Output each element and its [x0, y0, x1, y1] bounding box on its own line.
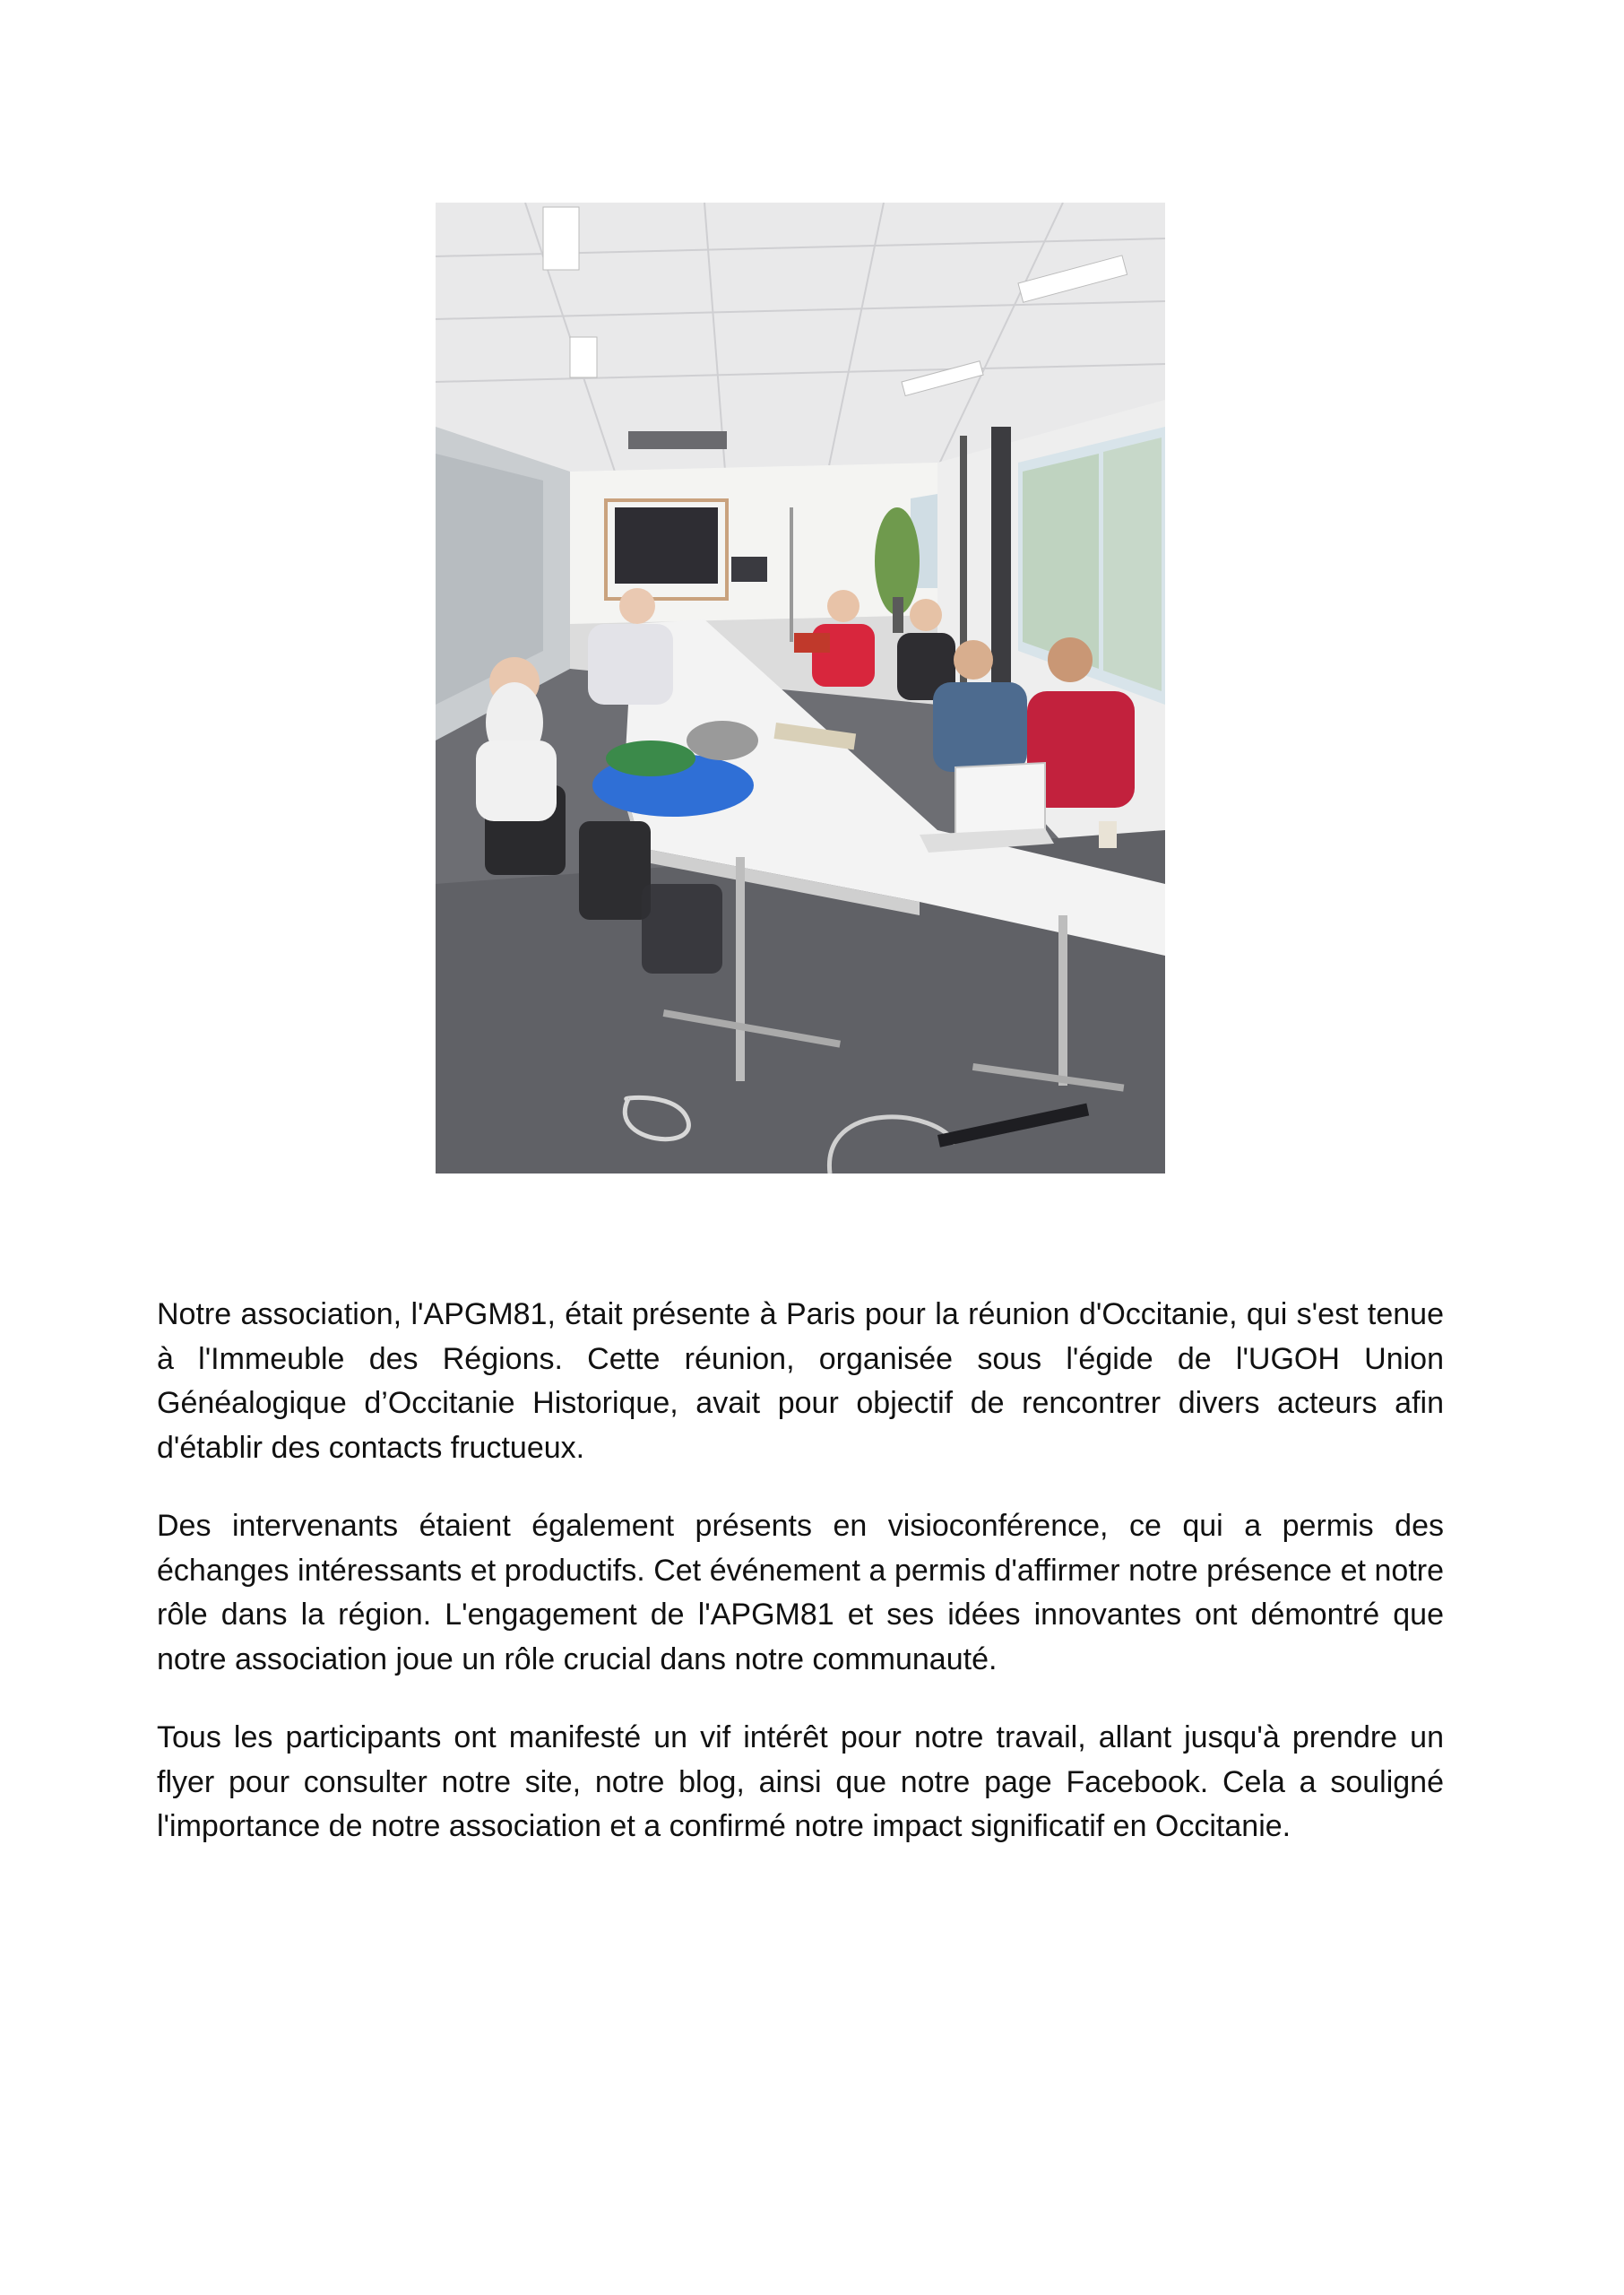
meeting-photo: [436, 203, 1165, 1173]
paragraph-2: Des intervenants étaient également présents en visioconférence, ce qui a permis des échanges intéressants et productifs. Cet événement a permis d'affirmer notre présence et notre rôle dans la région. L'engagement de l'APGM81 et ses idées innovantes ont démontré que notre association joue un rôle crucial dans notre communauté.: [157, 1509, 1444, 1676]
paragraph-3: Tous les participants ont manifesté un vif intérêt pour notre travail, allant jusqu'à prendre un flyer pour consulter notre site, notre blog, ainsi que notre page Facebook. Cela a souligné l'importance de notre association et a confirmé notre impact significatif en Occitanie.: [157, 1720, 1444, 1843]
article-body: [157, 1293, 1444, 1884]
meeting-room-illustration: [436, 203, 1165, 1173]
paragraph-1: Notre association, l'APGM81, était présente à Paris pour la réunion d'Occitanie, qui s'est tenue à l'Immeuble des Régions. Cette réunion, organisée sous l'égide de l'UGOH Union Généalogique d’Occitanie Historique, avait pour objectif de rencontrer divers acteurs afin d'établir des contacts fructueux.: [157, 1297, 1444, 1465]
